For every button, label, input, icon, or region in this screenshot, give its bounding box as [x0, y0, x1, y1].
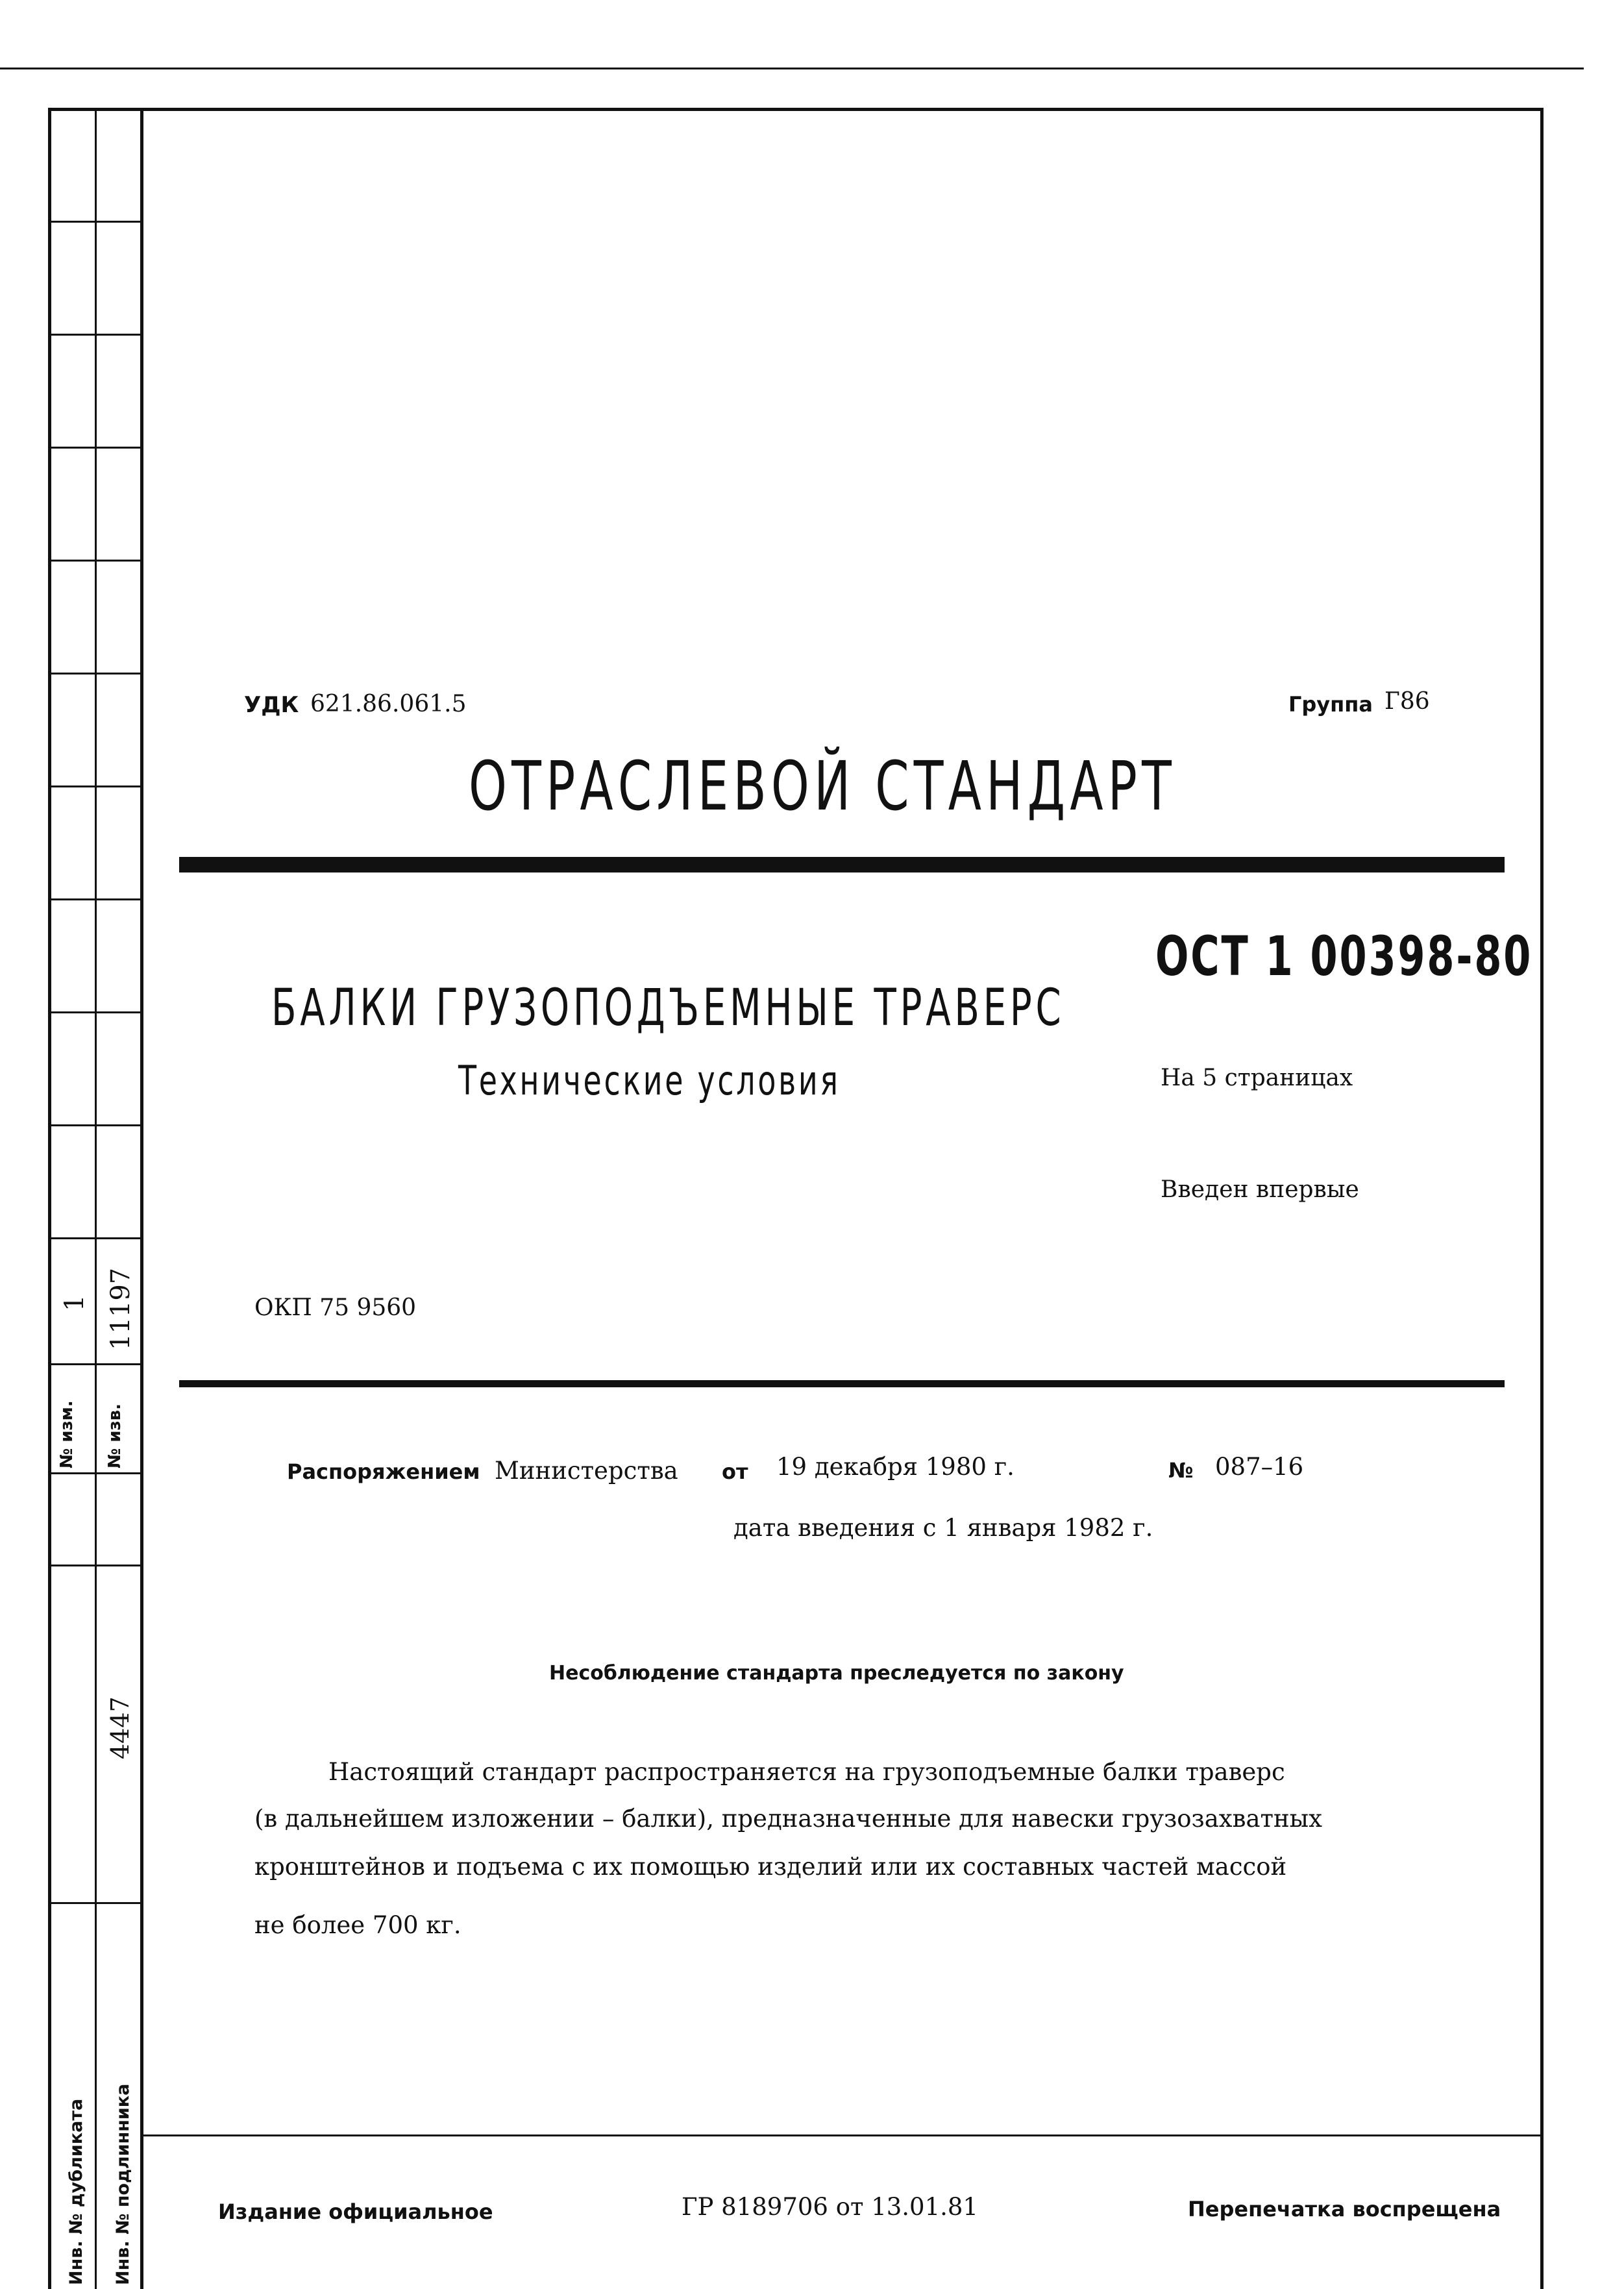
okp-code: ОКП 75 9560 — [254, 1294, 417, 1321]
side-grid-line — [48, 1902, 143, 1904]
side-grid-line — [48, 1363, 143, 1365]
standard-type-wrap — [469, 747, 1215, 824]
orig-inv-label: Инв. № подлинника — [113, 2083, 133, 2285]
group-label: Группа — [1288, 692, 1373, 717]
group-value: Г86 — [1384, 688, 1430, 715]
side-grid-line — [48, 1011, 143, 1013]
frame-inner-left — [140, 108, 143, 2289]
footer-edition: Издание официальное — [218, 2199, 493, 2224]
order-number-label: № — [1168, 1458, 1194, 1483]
body-line: кронштейнов и подъема с их помощью изделий или их составных частей массой — [254, 1853, 1287, 1881]
footer-reprint: Перепечатка воспрещена — [1188, 2197, 1501, 2221]
side-grid-line — [48, 560, 143, 562]
standard-number: ОСТ 1 00398-80 — [1155, 924, 1533, 988]
top-rule — [0, 68, 1584, 69]
side-grid-line — [48, 673, 143, 674]
side-grid-line — [48, 1237, 143, 1239]
side-grid-line — [48, 447, 143, 449]
standard-type: ОТРАСЛЕВОЙ СТАНДАРТ — [469, 747, 1177, 826]
udk-value: 621.86.061.5 — [310, 691, 467, 717]
orig-inv-no: 4447 — [106, 1696, 134, 1759]
side-grid-line — [48, 1565, 143, 1566]
order-label: Распоряжением — [287, 1459, 480, 1484]
order-date: 19 декабря 1980 г. — [776, 1453, 1015, 1481]
udk-label: УДК — [244, 692, 299, 718]
thick-rule-top — [179, 857, 1505, 872]
notice-no-label: № изв. — [105, 1404, 125, 1468]
side-grid-line — [48, 786, 143, 787]
side-grid-line — [48, 221, 143, 223]
standard-number-wrap — [1155, 924, 1533, 989]
standard-subtitle: Технические условия — [458, 1057, 841, 1104]
frame-right — [1540, 108, 1544, 2289]
side-grid-line — [48, 334, 143, 336]
order-from-label: от — [722, 1459, 748, 1484]
status: Введен впервые — [1161, 1176, 1359, 1203]
change-no-label: № изм. — [57, 1400, 77, 1468]
frame-top — [48, 108, 1544, 111]
order-number: 087–16 — [1215, 1453, 1304, 1481]
page-count: На 5 страницах — [1161, 1065, 1353, 1091]
body-line: Настоящий стандарт распространяется на грузоподъемные балки траверс — [328, 1758, 1285, 1786]
body-line: (в дальнейшем изложении – балки), предназначенные для навески грузозахватных — [254, 1805, 1322, 1833]
standard-title: БАЛКИ ГРУЗОПОДЪЕМНЫЕ ТРАВЕРС — [271, 979, 1065, 1037]
side-grid-line — [48, 1124, 143, 1126]
change-no: 1 — [60, 1294, 90, 1311]
frame-left — [48, 108, 51, 2289]
side-grid-line — [48, 1472, 143, 1474]
footer-rule — [140, 2134, 1544, 2136]
side-grid-line — [48, 898, 143, 900]
frame-side-divider — [95, 108, 97, 2289]
body-line: не более 700 кг. — [254, 1911, 461, 1939]
effective-date: дата введения с 1 января 1982 г. — [733, 1514, 1153, 1542]
dup-inv-label: Инв. № дубликата — [66, 2098, 86, 2285]
thick-rule-bottom — [179, 1380, 1505, 1387]
notice-no: 11197 — [106, 1267, 136, 1350]
footer-registration: ГР 8189706 от 13.01.81 — [682, 2193, 978, 2221]
order-ministry: Министерства — [495, 1457, 678, 1485]
title-wrap — [271, 979, 1102, 1044]
legal-notice: Несоблюдение стандарта преследуется по закону — [549, 1662, 1124, 1685]
subtitle-wrap — [458, 1057, 913, 1115]
